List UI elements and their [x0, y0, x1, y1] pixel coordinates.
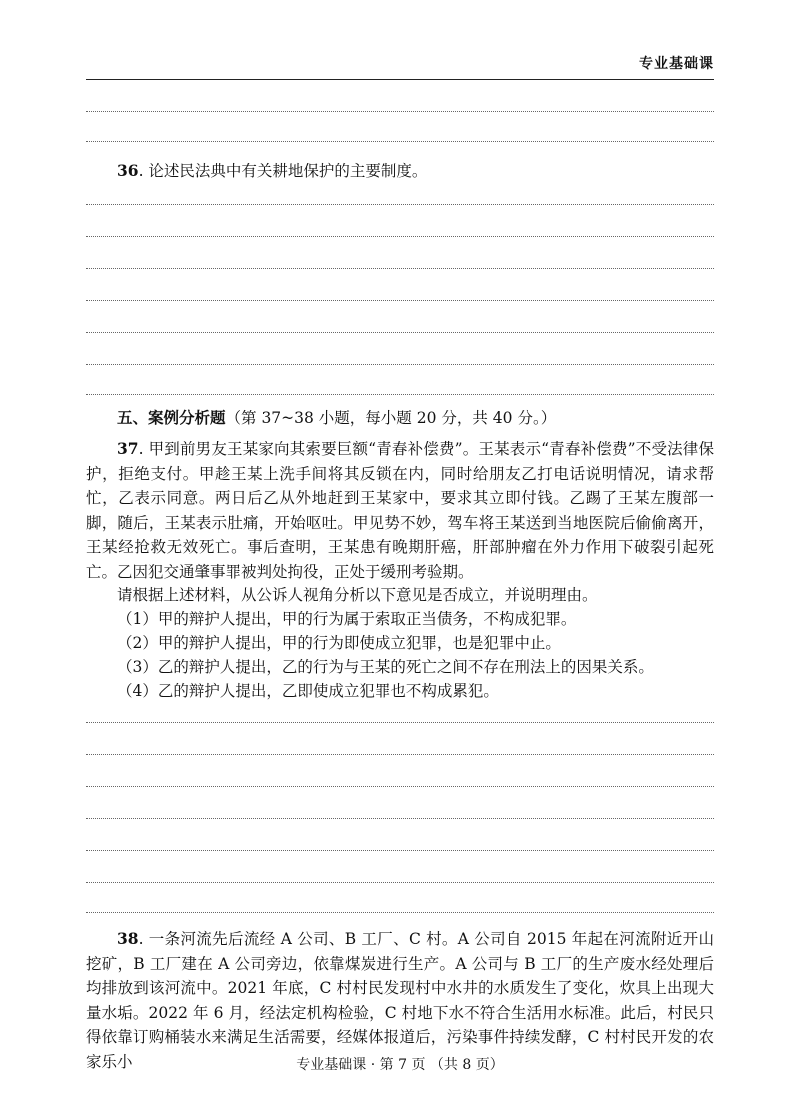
question-text: . 甲到前男友王某家向其索要巨额“青春补偿费”。王某表示“青春补偿费”不受法律保护，拒绝支付。甲趁王某上洗手间将其反锁在内，同时给朋友乙打电话说明情况，请求帮忙，乙表示同意。两日后乙从外地赶到王某家中，要求其立即付钱。乙踢了王某左腹部一脚，随后，王某表示肚痛，开始呕吐。甲见势不妙，驾车将王某送到当地医院后偷偷离开，王某经抢救无效死亡。事后查明，王某患有晚期肝癌，肝部肿瘤在外力作用下破裂引起死亡。乙因犯交通肇事罪被判处拘役，正处于缓刑考验期。	[86, 440, 714, 581]
answer-line	[86, 850, 714, 851]
question-36	[86, 159, 714, 184]
answer-line	[86, 332, 714, 333]
answer-line	[86, 111, 714, 112]
option-3: （3）乙的辩护人提出，乙的行为与王某的死亡之间不存在刑法上的因果关系。	[117, 658, 654, 676]
question-number: 38	[117, 929, 139, 948]
answer-line	[86, 394, 714, 395]
answer-line	[86, 912, 714, 913]
answer-line	[86, 754, 714, 755]
section-heading	[86, 406, 714, 431]
header-rule	[86, 79, 714, 80]
page-header-title: 专业基础课	[639, 56, 714, 72]
question-text: . 论述民法典中有关耕地保护的主要制度。	[138, 162, 428, 180]
answer-line	[86, 204, 714, 205]
answer-line	[86, 364, 714, 365]
answer-line	[86, 268, 714, 269]
question-number: 36	[117, 161, 139, 180]
question-number: 37	[117, 439, 139, 458]
option-4: （4）乙的辩护人提出，乙即使成立犯罪也不构成累犯。	[117, 682, 499, 700]
answer-line	[86, 236, 714, 237]
answer-line	[86, 786, 714, 787]
answer-line	[86, 882, 714, 883]
question-38	[86, 927, 714, 1074]
option-1: （1）甲的辩护人提出，甲的行为属于索取正当债务，不构成犯罪。	[117, 610, 577, 628]
page-footer: 专业基础课 · 第 7 页 （共 8 页）	[296, 1057, 504, 1073]
answer-line	[86, 141, 714, 142]
answer-line	[86, 818, 714, 819]
section-title: 五、案例分析题	[117, 408, 226, 427]
question-text: . 一条河流先后流经 A 公司、B 工厂、C 村。A 公司自 2015 年起在河流附近开山挖矿，B 工厂建在 A 公司旁边，依靠煤炭进行生产。A 公司与 B 工厂的生产废水经处理后均排放到该河流中。2021 年底，C 村村民发现村中水井的水质发生了变化，炊具上出现大量水垢。2022 年 6 月，经法定机构检验，C 村地下水不符合生活用水标准。此后，村民只得依靠订购桶装水来满足生活需要，经媒体报道后，污染事件持续发酵，C 村村民开发的农家乐小	[86, 930, 714, 1071]
section-note: （第 37~38 小题，每小题 20 分，共 40 分。）	[225, 409, 557, 427]
answer-line	[86, 722, 714, 723]
question-37	[86, 437, 714, 584]
question-instruction: 请根据上述材料，从公诉人视角分析以下意见是否成立，并说明理由。	[117, 586, 598, 604]
option-2: （2）甲的辩护人提出，甲的行为即使成立犯罪，也是犯罪中止。	[117, 634, 561, 652]
answer-line	[86, 300, 714, 301]
